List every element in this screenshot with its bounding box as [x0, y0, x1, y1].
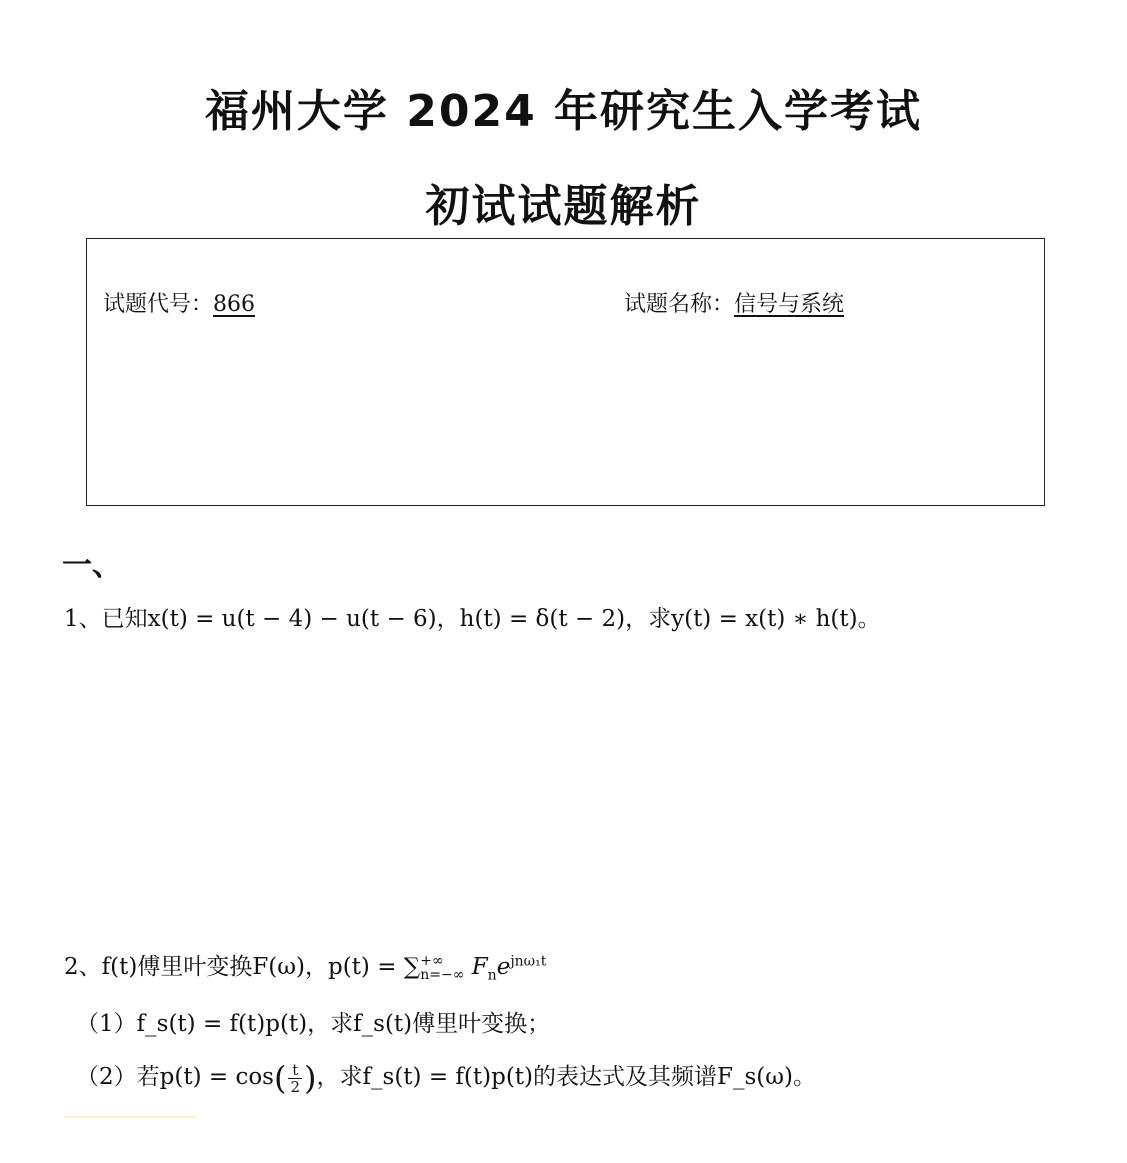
- exam-name-field: [624, 287, 844, 318]
- exam-title: 福州大学 2024 年研究生入学考试: [204, 86, 923, 137]
- close-paren: ): [304, 1059, 317, 1097]
- question-2-lead: 2、f(t)傅里叶变换F(ω)，p(t) = ∑: [64, 954, 421, 980]
- coefficient-index: n: [487, 967, 497, 984]
- fraction-denominator: 2: [290, 1077, 301, 1096]
- highlight-mark: [64, 1116, 198, 1118]
- section-heading: 一、: [62, 548, 122, 583]
- question-2-part-2-post: ，求f_s(t) = f(t)p(t)的表达式及其频谱F_s(ω)。: [316, 1064, 816, 1090]
- open-paren: (: [273, 1059, 287, 1097]
- sum-upper-limit: +∞: [420, 953, 444, 969]
- exam-code-label: 试题代号：: [103, 292, 214, 317]
- question-1: 1、已知x(t) = u(t − 4) − u(t − 6)，h(t) = δ(t − 2)，求y(t) = x(t) ∗ h(t)。: [64, 606, 881, 632]
- question-2-part-2: [76, 1058, 816, 1097]
- exam-name-label: 试题名称：: [624, 292, 735, 317]
- question-2-part-2-pre: （2）若p(t) = cos: [76, 1064, 274, 1090]
- exp-exponent: jnω₁t: [510, 953, 547, 970]
- exam-code-value: 866: [213, 292, 256, 317]
- exam-subtitle: 初试试题解析: [425, 181, 702, 232]
- fraction: [288, 1062, 302, 1095]
- fourier-coefficient: F: [471, 954, 488, 980]
- question-2: [64, 948, 546, 984]
- sum-lower-limit: n=−∞: [420, 967, 465, 983]
- info-box: [86, 238, 1045, 506]
- exam-code-field: [103, 287, 255, 318]
- question-2-part-1: （1）f_s(t) = f(t)p(t)，求f_s(t)傅里叶变换；: [76, 1011, 551, 1037]
- exam-name-value: 信号与系统: [734, 292, 845, 317]
- exp-base: e: [496, 954, 511, 980]
- fraction-numerator: t: [288, 1062, 302, 1079]
- sum-limits: [420, 954, 464, 982]
